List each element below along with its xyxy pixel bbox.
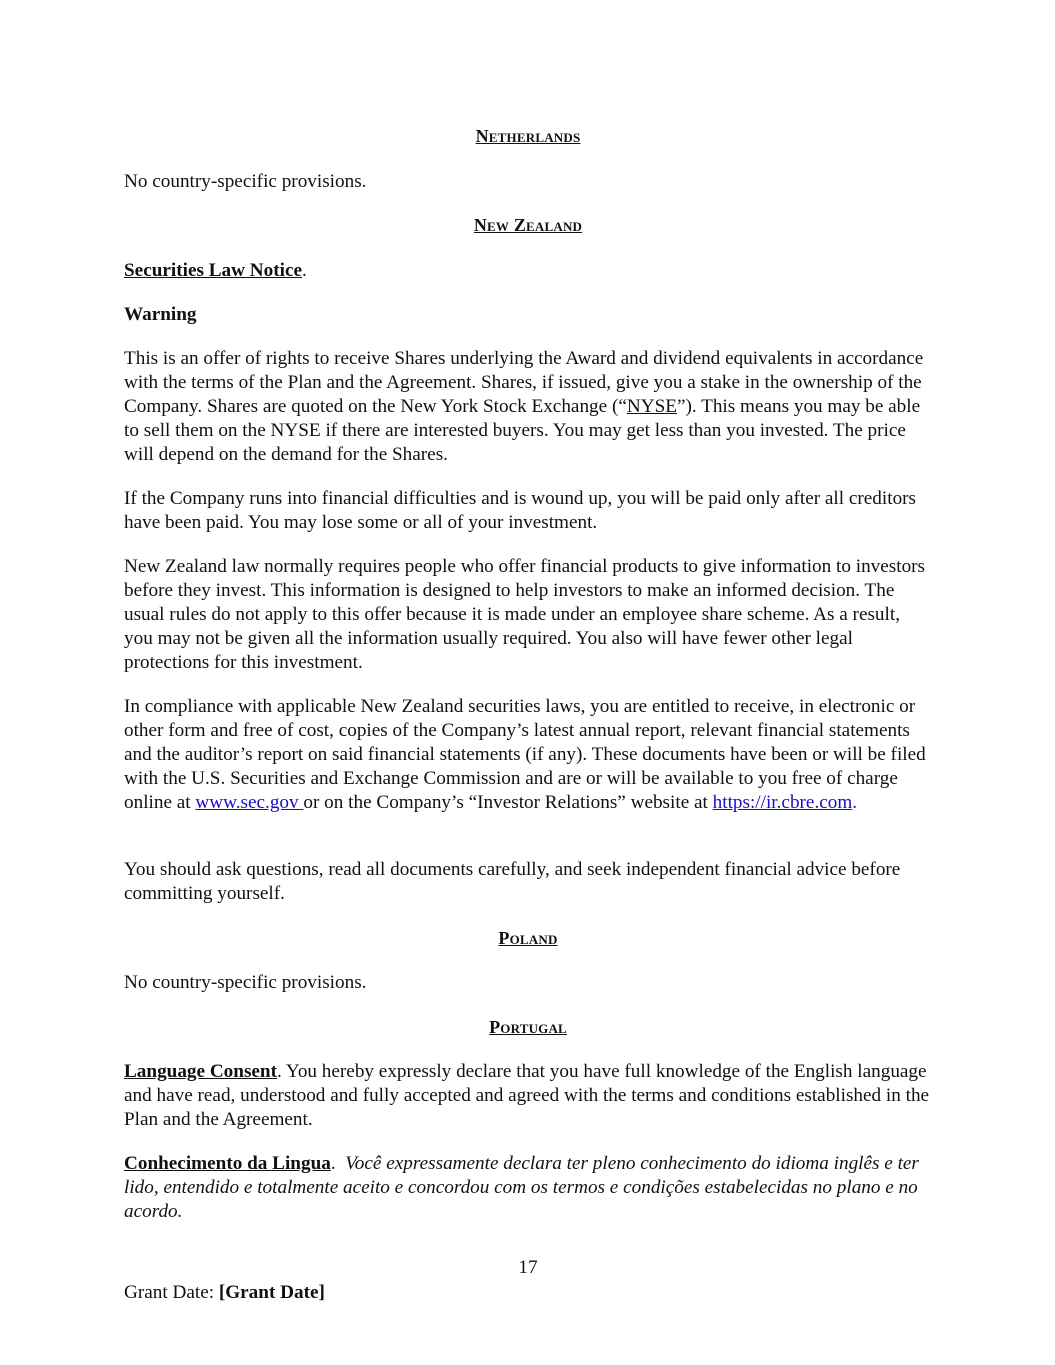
nz-paragraph-1: This is an offer of rights to receive Shares underlying the Award and dividend equivalents in accordance with the terms of the Plan and the Agreement. Shares, if issued, give you a stake in the ownership of the Company. Shares are quoted on the New York Stock Exchange (“NYSE”). This means you may be able to sell them on the NYSE if there are interested buyers. You may get less than you invested. The price will depend on the demand for the Shares.	[124, 348, 924, 465]
language-consent-title: Language Consent	[124, 1061, 277, 1082]
grant-date-footer: Grant Date: [Grant Date]	[124, 1282, 325, 1303]
nyse-term: NYSE	[626, 396, 677, 417]
ir-cbre-link[interactable]: https://ir.cbre.com	[712, 792, 853, 813]
page-number: 17	[518, 1257, 538, 1278]
securities-law-notice-title: Securities Law Notice	[124, 260, 302, 281]
netherlands-body: No country-specific provisions.	[124, 171, 367, 192]
sec-gov-link[interactable]: www.sec.gov	[195, 792, 304, 813]
heading-new-zealand: New Zealand	[473, 215, 583, 235]
nz-paragraph-2: If the Company runs into financial difficulties and is wound up, you will be paid only after all creditors have been paid. You may lose some or all of your investment.	[124, 488, 917, 533]
heading-portugal: Portugal	[489, 1017, 567, 1037]
nz-paragraph-3: New Zealand law normally requires people who offer financial products to give information to investors before they invest. This information is designed to help investors to make an informed decision. The usual rules do not apply to this offer because it is made under an employee share scheme. As a result, you may not be given all the information usually required. You also will have fewer other legal protections for this investment.	[124, 556, 926, 673]
heading-netherlands: Netherlands	[475, 126, 581, 146]
warning-label: Warning	[124, 304, 197, 325]
heading-poland: Poland	[498, 928, 558, 948]
nz-paragraph-5: You should ask questions, read all documents carefully, and seek independent financial advice before committing yourself.	[124, 859, 901, 904]
conhecimento-title: Conhecimento da Lingua	[124, 1153, 331, 1174]
poland-body: No country-specific provisions.	[124, 972, 367, 993]
conhecimento-da-lingua: Conhecimento da Lingua. Você expressamente declara ter pleno conhecimento do idioma inglês e ter lido, entendido e totalmente aceito e concordou com os termos e condições estabelecidas no plano e no acordo.	[124, 1153, 919, 1222]
securities-law-notice: Securities Law Notice.	[124, 260, 307, 281]
nz-paragraph-4: In compliance with applicable New Zealand securities laws, you are entitled to receive, in electronic or other form and free of cost, copies of the Company’s latest annual report, relevant financial statements and the auditor’s report on said financial statements (if any). These documents have been or will be filed with the U.S. Securities and Exchange Commission and are or will be available to you free of charge online at www.sec.gov or on the Company’s “Investor Relations” website at https://ir.cbre.com.	[124, 696, 926, 813]
language-consent: Language Consent. You hereby expressly declare that you have full knowledge of the English language and have read, understood and fully accepted and agreed with the terms and conditions established in the Plan and the Agreement.	[124, 1061, 930, 1130]
grant-date-value: [Grant Date]	[218, 1282, 325, 1303]
